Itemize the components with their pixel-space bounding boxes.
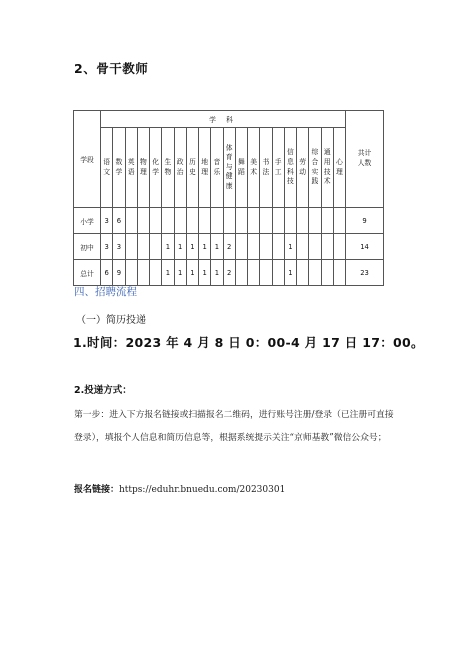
- count-cell: [223, 208, 235, 234]
- subject-header: [137, 128, 149, 208]
- table-row: [74, 260, 384, 286]
- count-cell: [248, 260, 260, 286]
- count-cell: 9: [113, 260, 125, 286]
- count-cell: [199, 208, 211, 234]
- count-cell: [137, 260, 149, 286]
- subject-label: 政治: [176, 157, 184, 176]
- count-cell: [321, 234, 333, 260]
- step1-text: 第一步：进入下方报名链接或扫描报名二维码，进行账号注册/登录（已注册可直接登录），填报个人信息和简历信息等，根据系统提示关注“京师基教”微信公众号；: [74, 410, 394, 443]
- count-cell: [235, 234, 247, 260]
- subject-header: [260, 128, 272, 208]
- subject-label: 音乐: [213, 157, 221, 176]
- count-cell: 1: [211, 260, 223, 286]
- stage-header: 学段: [74, 111, 101, 208]
- count-cell: 1: [199, 234, 211, 260]
- subject-header: [101, 128, 113, 208]
- subject-header: [297, 128, 309, 208]
- count-cell: [272, 208, 284, 234]
- subject-label: 化学: [152, 157, 160, 176]
- subject-label: 信息科技: [286, 148, 294, 186]
- total-cell: 23: [346, 260, 384, 286]
- subject-label: 英语: [127, 157, 135, 176]
- subject-header: [150, 128, 162, 208]
- subject-group-header: 学 科: [101, 111, 346, 128]
- link-url[interactable]: https://eduhr.bnuedu.com/20230301: [119, 485, 286, 495]
- count-cell: [260, 260, 272, 286]
- count-cell: [174, 208, 186, 234]
- count-cell: 1: [284, 234, 296, 260]
- subject-header: [174, 128, 186, 208]
- count-cell: [272, 260, 284, 286]
- subject-label: 历史: [188, 157, 196, 176]
- subject-label: 地理: [201, 157, 209, 176]
- subject-header: [272, 128, 284, 208]
- total-header: [346, 111, 384, 208]
- count-cell: [150, 234, 162, 260]
- subject-header: [211, 128, 223, 208]
- count-cell: [309, 208, 321, 234]
- subject-label: 劳动: [299, 157, 307, 176]
- subject-header: [235, 128, 247, 208]
- count-cell: [248, 208, 260, 234]
- count-cell: [333, 208, 345, 234]
- stage-cell: 小学: [74, 208, 101, 234]
- count-cell: 1: [186, 260, 198, 286]
- count-cell: [297, 234, 309, 260]
- count-cell: 3: [113, 234, 125, 260]
- count-cell: 1: [199, 260, 211, 286]
- count-cell: 1: [174, 234, 186, 260]
- subject-header: [248, 128, 260, 208]
- count-cell: 1: [174, 260, 186, 286]
- count-cell: [297, 208, 309, 234]
- subject-label: 数学: [115, 157, 123, 176]
- count-cell: 2: [223, 260, 235, 286]
- teacher-table: [73, 110, 384, 286]
- count-cell: [333, 260, 345, 286]
- count-cell: [162, 208, 174, 234]
- stage-cell: 初中: [74, 234, 101, 260]
- subject-label: 体育与健康: [225, 143, 233, 190]
- table-row: [74, 208, 384, 234]
- count-cell: [309, 260, 321, 286]
- count-cell: 6: [101, 260, 113, 286]
- subject-header: [321, 128, 333, 208]
- count-cell: 1: [162, 260, 174, 286]
- count-cell: [137, 234, 149, 260]
- count-cell: 2: [223, 234, 235, 260]
- count-cell: 1: [211, 234, 223, 260]
- subject-label: 手工: [274, 157, 282, 176]
- count-cell: 1: [162, 234, 174, 260]
- count-cell: [260, 234, 272, 260]
- count-cell: 1: [186, 234, 198, 260]
- count-cell: [211, 208, 223, 234]
- subject-label: 综合实践: [311, 148, 319, 186]
- subject-label: 通用技术: [323, 148, 331, 186]
- count-cell: [272, 234, 284, 260]
- stage-cell: 总计: [74, 260, 101, 286]
- method-heading: 2.投递方式：: [74, 385, 132, 396]
- count-cell: [284, 208, 296, 234]
- subject-header: [199, 128, 211, 208]
- count-cell: [150, 208, 162, 234]
- count-cell: [125, 208, 137, 234]
- subject-header: [223, 128, 235, 208]
- count-cell: [137, 208, 149, 234]
- count-cell: [235, 260, 247, 286]
- count-cell: [248, 234, 260, 260]
- subject-label: 书法: [262, 157, 270, 176]
- count-cell: [321, 260, 333, 286]
- subject-header: [125, 128, 137, 208]
- count-cell: 6: [113, 208, 125, 234]
- count-cell: 1: [284, 260, 296, 286]
- subject-header: [333, 128, 345, 208]
- subject-header: [162, 128, 174, 208]
- count-cell: 3: [101, 208, 113, 234]
- count-cell: [309, 234, 321, 260]
- subject-header: [309, 128, 321, 208]
- subject-header: [284, 128, 296, 208]
- count-cell: [260, 208, 272, 234]
- table-row: [74, 234, 384, 260]
- time-line: 1.时间：2023 年 4 月 8 日 0：00-4 月 17 日 17：00。: [73, 335, 424, 350]
- subject-label: 物理: [139, 157, 147, 176]
- subject-label: 语文: [103, 157, 111, 176]
- count-cell: [125, 234, 137, 260]
- count-cell: 3: [101, 234, 113, 260]
- link-label: 报名链接：: [74, 485, 120, 495]
- count-cell: [186, 208, 198, 234]
- subject-header: [113, 128, 125, 208]
- subject-label: 生物: [164, 157, 172, 176]
- subject-label: 舞蹈: [237, 157, 245, 176]
- section4-heading: 四、招聘流程: [74, 286, 137, 298]
- count-cell: [125, 260, 137, 286]
- count-cell: [150, 260, 162, 286]
- count-cell: [235, 208, 247, 234]
- subsection-heading: （一）简历投递: [76, 315, 146, 326]
- count-cell: [333, 234, 345, 260]
- total-cell: 14: [346, 234, 384, 260]
- total-cell: 9: [346, 208, 384, 234]
- subject-label: 心理: [335, 157, 343, 176]
- subject-header: [186, 128, 198, 208]
- subject-label: 美术: [250, 157, 258, 176]
- count-cell: [321, 208, 333, 234]
- total-header-label: 共计人数: [357, 149, 372, 167]
- registration-link-line: [74, 482, 285, 495]
- section-title: 2、骨干教师: [74, 61, 149, 76]
- count-cell: [297, 260, 309, 286]
